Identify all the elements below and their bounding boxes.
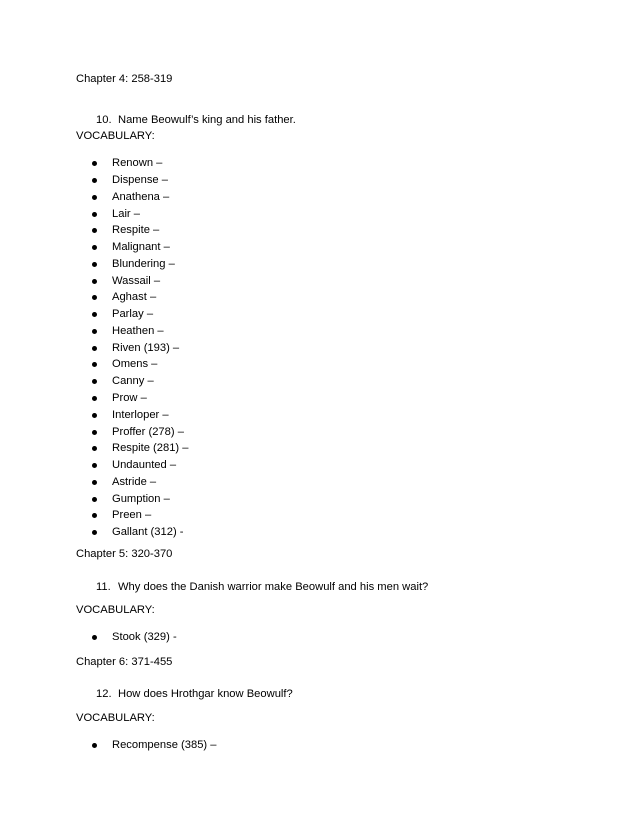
vocab-term: Gallant (312) - xyxy=(112,526,184,538)
vocabulary-label: VOCABULARY: xyxy=(76,712,155,724)
vocab-term: Riven (193) – xyxy=(112,342,180,354)
vocab-term: Wassail – xyxy=(112,275,161,287)
vocab-term: Interloper – xyxy=(112,409,169,421)
list-item xyxy=(0,257,638,271)
bullet-icon xyxy=(92,480,97,485)
list-item xyxy=(0,324,638,338)
list-item xyxy=(0,156,638,170)
vocab-term: Proffer (278) – xyxy=(112,426,184,438)
list-item xyxy=(0,223,638,237)
bullet-icon xyxy=(92,446,97,451)
list-item xyxy=(0,408,638,422)
list-item xyxy=(0,391,638,405)
bullet-icon xyxy=(92,497,97,502)
vocabulary-label: VOCABULARY: xyxy=(76,604,155,616)
list-item xyxy=(0,492,638,506)
list-item xyxy=(0,207,638,221)
bullet-icon xyxy=(92,362,97,367)
bullet-icon xyxy=(92,212,97,217)
list-item xyxy=(0,525,638,539)
list-item xyxy=(0,190,638,204)
question-number: 10. xyxy=(96,114,112,126)
bullet-icon xyxy=(92,161,97,166)
vocabulary-label: VOCABULARY: xyxy=(76,130,155,142)
bullet-icon xyxy=(92,329,97,334)
bullet-icon xyxy=(92,279,97,284)
vocab-term: Dispense – xyxy=(112,174,168,186)
vocab-term: Respite – xyxy=(112,224,160,236)
list-item xyxy=(0,374,638,388)
chapter-heading: Chapter 5: 320-370 xyxy=(76,548,173,560)
list-item xyxy=(0,357,638,371)
list-item xyxy=(0,307,638,321)
list-item xyxy=(0,341,638,355)
bullet-icon xyxy=(92,312,97,317)
question-text: Name Beowulf’s king and his father. xyxy=(118,114,296,126)
vocab-term: Gumption – xyxy=(112,493,170,505)
vocab-term: Canny – xyxy=(112,375,154,387)
list-item xyxy=(0,173,638,187)
vocab-term: Recompense (385) – xyxy=(112,739,217,751)
bullet-icon xyxy=(92,228,97,233)
chapter-heading: Chapter 6: 371-455 xyxy=(76,656,173,668)
question-text: Why does the Danish warrior make Beowulf and his men wait? xyxy=(118,581,429,593)
vocab-term: Lair – xyxy=(112,208,140,220)
bullet-icon xyxy=(92,635,97,640)
bullet-icon xyxy=(92,262,97,267)
list-item xyxy=(0,458,638,472)
bullet-icon xyxy=(92,430,97,435)
bullet-icon xyxy=(92,346,97,351)
list-item xyxy=(0,475,638,489)
bullet-icon xyxy=(92,379,97,384)
vocab-term: Heathen – xyxy=(112,325,164,337)
bullet-icon xyxy=(92,413,97,418)
bullet-icon xyxy=(92,463,97,468)
vocab-term: Stook (329) - xyxy=(112,631,177,643)
chapter-heading: Chapter 4: 258-319 xyxy=(76,73,173,85)
bullet-icon xyxy=(92,245,97,250)
vocab-term: Astride – xyxy=(112,476,157,488)
vocab-term: Anathena – xyxy=(112,191,170,203)
vocab-term: Aghast – xyxy=(112,291,157,303)
bullet-icon xyxy=(92,530,97,535)
bullet-icon xyxy=(92,513,97,518)
question-number: 12. xyxy=(96,688,112,700)
list-item xyxy=(0,508,638,522)
vocab-term: Renown – xyxy=(112,157,163,169)
vocab-term: Malignant – xyxy=(112,241,170,253)
bullet-icon xyxy=(92,195,97,200)
vocab-term: Blundering – xyxy=(112,258,175,270)
bullet-icon xyxy=(92,295,97,300)
list-item xyxy=(0,738,638,752)
vocab-term: Preen – xyxy=(112,509,152,521)
list-item xyxy=(0,240,638,254)
list-item xyxy=(0,441,638,455)
vocab-term: Parlay – xyxy=(112,308,154,320)
list-item xyxy=(0,290,638,304)
vocab-term: Undaunted – xyxy=(112,459,177,471)
vocab-term: Prow – xyxy=(112,392,147,404)
bullet-icon xyxy=(92,178,97,183)
question-number: 11. xyxy=(96,581,111,593)
vocab-term: Omens – xyxy=(112,358,158,370)
vocab-term: Respite (281) – xyxy=(112,442,189,454)
bullet-icon xyxy=(92,743,97,748)
question-text: How does Hrothgar know Beowulf? xyxy=(118,688,293,700)
list-item xyxy=(0,274,638,288)
list-item xyxy=(0,630,638,644)
list-item xyxy=(0,425,638,439)
bullet-icon xyxy=(92,396,97,401)
